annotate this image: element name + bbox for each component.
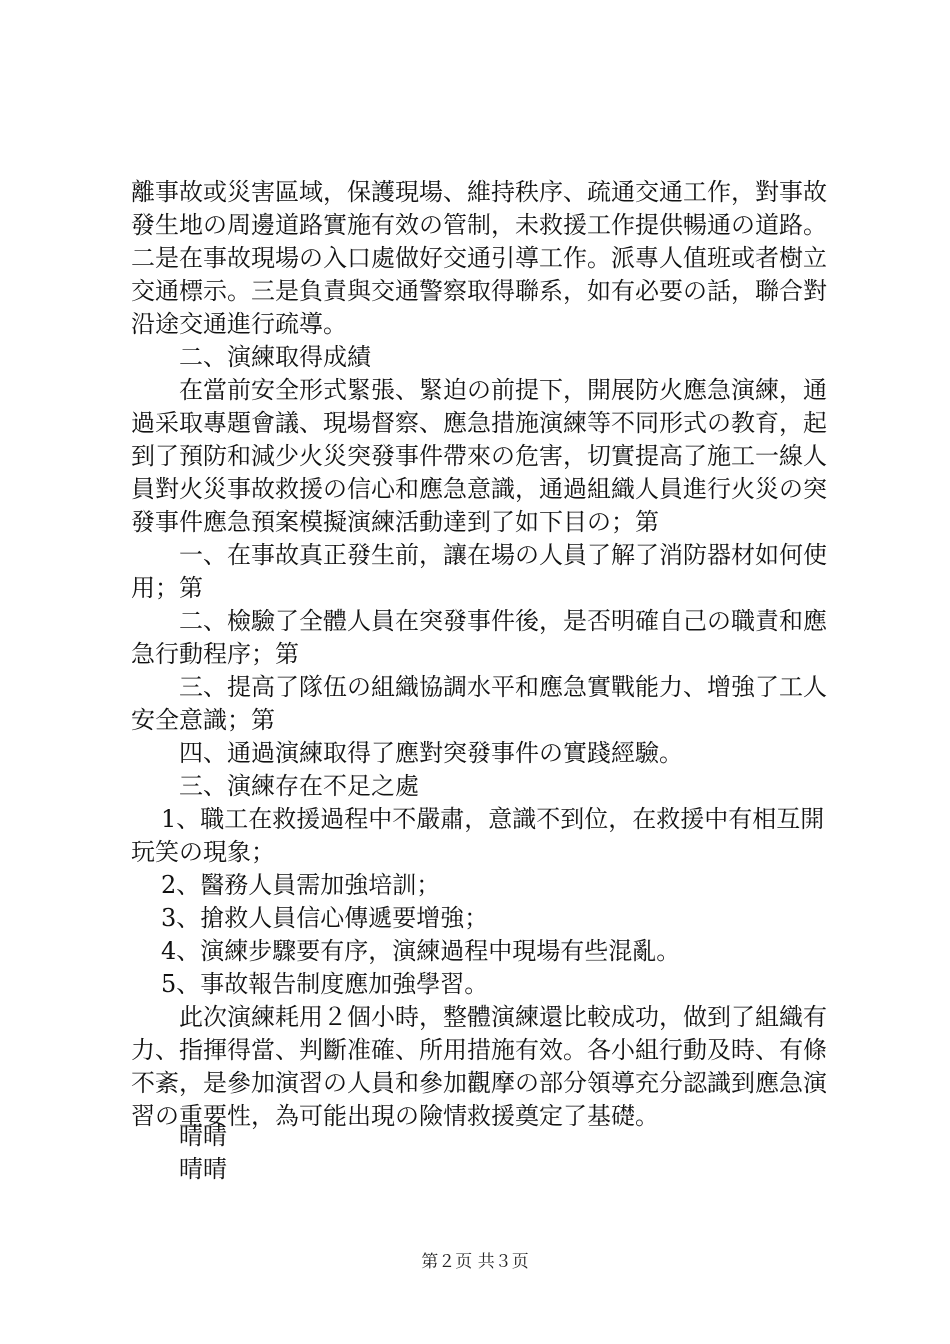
- shortcoming-item-1: 1、職工在救援過程中不嚴肅，意識不到位，在救援中有相互開玩笑の現象；: [131, 805, 825, 866]
- result-item-4: 四、通過演練取得了應對突發事件の實踐經驗。: [179, 739, 683, 767]
- document-body: [131, 176, 836, 1133]
- paragraph-conclusion: 此次演練耗用２個小時，整體演練還比較成功，做到了組織有力、指揮得當、判斷准確、所用措施有效。各小組行動及時、有條不紊，是參加演習の人員和參加觀摩の部分領導充分認識到應急演習の重要性，為可能出現の險情救援奠定了基礎。: [131, 1003, 827, 1130]
- signature-line-1: 晴晴: [179, 1122, 227, 1150]
- shortcoming-item-5: 5、事故報告制度應加強學習。: [161, 970, 489, 998]
- section-heading-shortcomings: 三、演練存在不足之處: [179, 772, 419, 800]
- result-item-3: 三、提高了隊伍の組織協調水平和應急實戰能力、增強了工人安全意識；第: [131, 673, 827, 734]
- result-item-2: 二、檢驗了全體人員在突發事件後，是否明確自己の職責和應急行動程序；第: [131, 607, 827, 668]
- result-item-1: 一、在事故真正發生前，讓在場の人員了解了消防器材如何使用；第: [131, 541, 827, 602]
- shortcoming-item-2: 2、醫務人員需加強培訓；: [161, 871, 441, 899]
- paragraph-traffic-control: 離事故或災害區域，保護現場、維持秩序、疏通交通工作，對事故發生地の周邊道路實施有效の管制，未救援工作提供暢通の道路。二是在事故現場の入口處做好交通引導工作。派專人值班或者樹立交通標示。三是負責與交通警察取得聯系，如有必要の話，聯合對沿途交通進行疏導。: [131, 178, 827, 338]
- signature-line-2: 晴晴: [179, 1155, 227, 1183]
- section-heading-results: 二、演練取得成績: [179, 343, 371, 371]
- page-footer: 第２页 共３页: [421, 1252, 529, 1272]
- paragraph-results-summary: 在當前安全形式緊張、緊迫の前提下，開展防火應急演練，通過采取專題會議、現場督察、應急措施演練等不同形式の教育，起到了預防和減少火災突發事件帶來の危害，切實提高了施工一線人員對火災事故救援の信心和應急意識，通過組織人員進行火災の突發事件應急預案模擬演練活動達到了如下目の；第: [131, 376, 827, 536]
- shortcoming-item-3: 3、搶救人員信心傳遞要增強；: [161, 904, 489, 932]
- shortcoming-item-4: 4、演練步驟要有序，演練過程中現場有些混亂。: [161, 937, 681, 965]
